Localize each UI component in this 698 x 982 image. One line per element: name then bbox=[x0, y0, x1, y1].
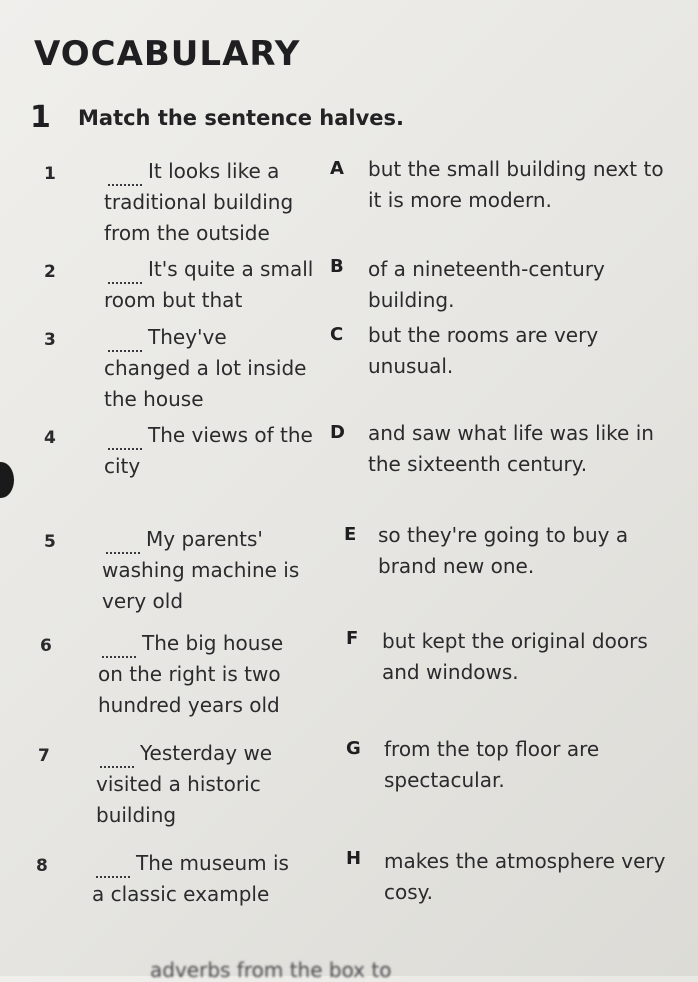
option-letter: C bbox=[330, 324, 344, 345]
sentence-end-g: from the top floor are spectacular. bbox=[384, 737, 600, 792]
sentence-start-4: The views of the city bbox=[104, 423, 313, 478]
sentence-start-8: The museum is a classic example bbox=[92, 851, 289, 906]
item-number: 1 bbox=[44, 164, 56, 184]
sentence-start-1: It looks like a traditional building from the outside bbox=[104, 159, 294, 245]
option-letter: G bbox=[346, 738, 361, 759]
item-number: 8 bbox=[36, 856, 48, 876]
sentence-end-h: makes the atmosphere very cosy. bbox=[384, 849, 666, 904]
item-number: 5 bbox=[44, 532, 56, 552]
option-letter: F bbox=[346, 628, 359, 649]
sentence-end-c: but the rooms are very unusual. bbox=[368, 323, 599, 378]
sentence-end-d: and saw what life was like in the sixteenth century. bbox=[368, 421, 654, 476]
option-letter: B bbox=[330, 256, 344, 277]
sentence-start-5: My parents' washing machine is very old bbox=[102, 527, 300, 613]
item-number: 6 bbox=[40, 636, 52, 656]
sentence-start-6: The big house on the right is two hundred years old bbox=[98, 631, 284, 717]
sentence-start-3: They've changed a lot inside the house bbox=[104, 325, 307, 411]
exercise-instruction: Match the sentence halves. bbox=[78, 106, 405, 130]
section-title: VOCABULARY bbox=[34, 34, 301, 74]
sentence-start-2: It's quite a small room but that bbox=[104, 257, 314, 312]
sentence-start-7: Yesterday we visited a historic building bbox=[96, 741, 273, 827]
option-letter: H bbox=[346, 848, 362, 869]
item-number: 2 bbox=[44, 262, 56, 282]
item-number: 4 bbox=[44, 428, 56, 448]
item-number: 3 bbox=[44, 330, 56, 350]
next-exercise-partial-text: adverbs from the box to bbox=[150, 958, 392, 982]
option-letter: D bbox=[330, 422, 345, 443]
sentence-end-a: but the small building next to it is more modern. bbox=[368, 157, 664, 212]
option-letter: E bbox=[344, 524, 357, 545]
exercise-number: 1 bbox=[30, 100, 51, 135]
binder-hole bbox=[0, 462, 14, 498]
sentence-end-f: but kept the original doors and windows. bbox=[382, 629, 648, 684]
option-letter: A bbox=[330, 158, 344, 179]
item-number: 7 bbox=[38, 746, 50, 766]
sentence-end-b: of a nineteenth-century building. bbox=[368, 257, 605, 312]
sentence-end-e: so they're going to buy a brand new one. bbox=[378, 523, 629, 578]
